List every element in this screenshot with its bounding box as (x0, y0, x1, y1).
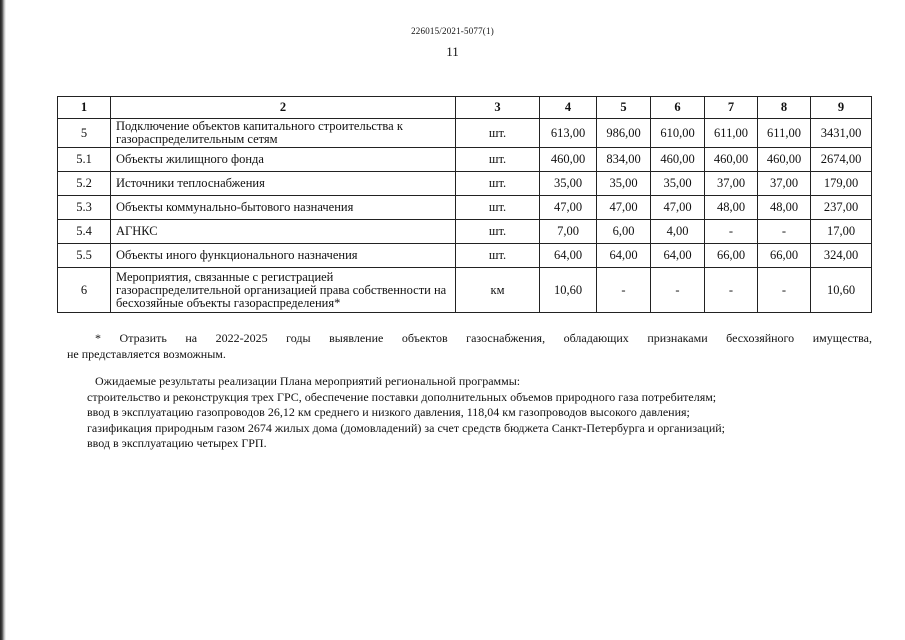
table-header-row (58, 97, 872, 119)
row-name: Источники теплоснабжения (111, 172, 456, 196)
table-row (58, 148, 872, 172)
row-unit: шт. (456, 244, 540, 268)
column-header: 2 (111, 97, 456, 119)
cell-col7: - (705, 268, 758, 313)
scan-edge (0, 0, 6, 640)
cell-col4: 10,60 (540, 268, 597, 313)
cell-col6: - (651, 268, 705, 313)
cell-col9: 2674,00 (811, 148, 872, 172)
cell-col4: 460,00 (540, 148, 597, 172)
results-item: газификация природным газом 2674 жилых дома (домовладений) за счет средств бюджета Санкт-Петербурга и организаций; (87, 420, 726, 435)
row-unit: шт. (456, 148, 540, 172)
cell-col5: 834,00 (597, 148, 651, 172)
page-number: 11 (446, 44, 459, 59)
cell-col7: 48,00 (705, 196, 758, 220)
row-name: Объекты иного функционального назначения (111, 244, 456, 268)
cell-col4: 47,00 (540, 196, 597, 220)
column-header: 4 (540, 97, 597, 119)
cell-col8: - (758, 268, 811, 313)
column-header: 8 (758, 97, 811, 119)
expected-results (67, 374, 872, 452)
cell-col5: 35,00 (597, 172, 651, 196)
results-item: ввод в эксплуатацию четырех ГРП. (87, 436, 267, 450)
row-name: Мероприятия, связанные с регистрацией газораспределительной организацией права собственности на бесхозяйные объекты газораспределения* (111, 268, 456, 313)
row-unit: шт. (456, 196, 540, 220)
row-name: Объекты коммунально-бытового назначения (111, 196, 456, 220)
table-row (58, 119, 872, 148)
footnote-line: не представляется возможным. (67, 347, 226, 361)
row-number: 6 (58, 268, 111, 313)
table-row (58, 172, 872, 196)
cell-col7: 37,00 (705, 172, 758, 196)
row-unit: км (456, 268, 540, 313)
row-unit: шт. (456, 220, 540, 244)
row-unit: шт. (456, 172, 540, 196)
row-number: 5 (58, 119, 111, 148)
cell-col7: 66,00 (705, 244, 758, 268)
cell-col6: 610,00 (651, 119, 705, 148)
cell-col8: 66,00 (758, 244, 811, 268)
cell-col4: 35,00 (540, 172, 597, 196)
cell-col5: 6,00 (597, 220, 651, 244)
column-header: 9 (811, 97, 872, 119)
cell-col8: 611,00 (758, 119, 811, 148)
row-name: Объекты жилищного фонда (111, 148, 456, 172)
cell-col6: 4,00 (651, 220, 705, 244)
cell-col5: 986,00 (597, 119, 651, 148)
cell-col4: 7,00 (540, 220, 597, 244)
column-header: 7 (705, 97, 758, 119)
row-number: 5.2 (58, 172, 111, 196)
column-header: 1 (58, 97, 111, 119)
row-number: 5.3 (58, 196, 111, 220)
row-number: 5.4 (58, 220, 111, 244)
table-row (58, 244, 872, 268)
cell-col9: 179,00 (811, 172, 872, 196)
footnote (67, 330, 872, 362)
cell-col4: 613,00 (540, 119, 597, 148)
cell-col5: 47,00 (597, 196, 651, 220)
row-name: Подключение объектов капитального строительства к газораспределительным сетям (111, 119, 456, 148)
row-name: АГНКС (111, 220, 456, 244)
cell-col8: 460,00 (758, 148, 811, 172)
cell-col7: 611,00 (705, 119, 758, 148)
cell-col9: 237,00 (811, 196, 872, 220)
cell-col8: - (758, 220, 811, 244)
cell-col7: - (705, 220, 758, 244)
row-unit: шт. (456, 119, 540, 148)
cell-col5: 64,00 (597, 244, 651, 268)
cell-col9: 17,00 (811, 220, 872, 244)
table-row (58, 220, 872, 244)
column-header: 6 (651, 97, 705, 119)
column-header: 3 (456, 97, 540, 119)
table-row (58, 196, 872, 220)
row-number: 5.5 (58, 244, 111, 268)
measures-table (57, 96, 872, 313)
cell-col8: 48,00 (758, 196, 811, 220)
results-item: ввод в эксплуатацию газопроводов 26,12 км среднего и низкого давления, 118,04 км газопроводов высокого давления; (87, 405, 690, 419)
cell-col6: 35,00 (651, 172, 705, 196)
cell-col7: 460,00 (705, 148, 758, 172)
cell-col5: - (597, 268, 651, 313)
cell-col8: 37,00 (758, 172, 811, 196)
cell-col9: 10,60 (811, 268, 872, 313)
document-number: 226015/2021-5077(1) (411, 26, 494, 36)
column-header: 5 (597, 97, 651, 119)
cell-col9: 3431,00 (811, 119, 872, 148)
cell-col6: 460,00 (651, 148, 705, 172)
row-number: 5.1 (58, 148, 111, 172)
results-heading: Ожидаемые результаты реализации Плана мероприятий региональной программы: (95, 374, 521, 388)
cell-col9: 324,00 (811, 244, 872, 268)
footnote-line: * Отразить на 2022-2025 годы выявление объектов газоснабжения, обладающих признаками бесхозяйного имущества, (95, 331, 872, 345)
cell-col6: 64,00 (651, 244, 705, 268)
cell-col4: 64,00 (540, 244, 597, 268)
results-item: строительство и реконструкция трех ГРС, обеспечение поставки дополнительных объемов природного газа потребителям; (87, 389, 717, 404)
cell-col6: 47,00 (651, 196, 705, 220)
table-row (58, 268, 872, 313)
